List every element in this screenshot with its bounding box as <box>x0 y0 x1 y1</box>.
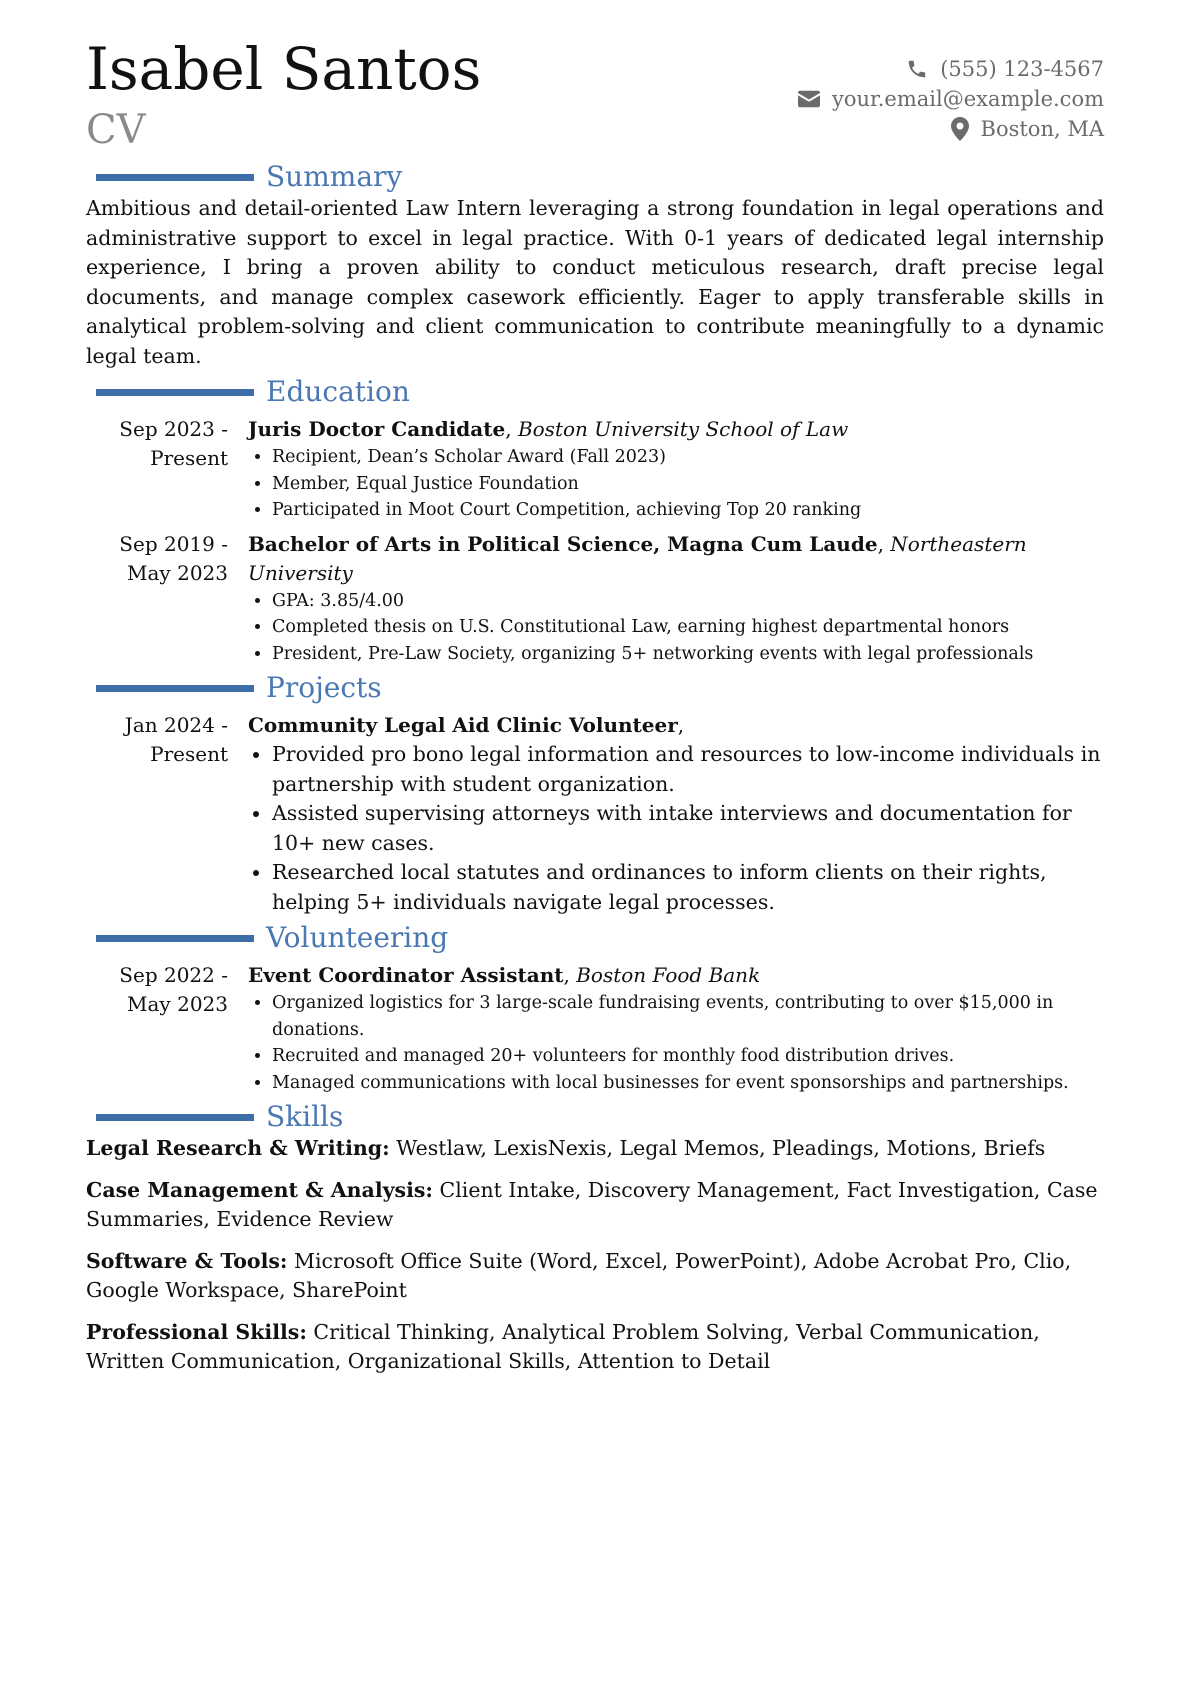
entry-title: Event Coordinator Assistant, Boston Food Bank <box>248 963 761 987</box>
contact-location <box>798 114 1104 144</box>
list-item: • Provided pro bono legal information and resources to low-income individuals in partnership with student organization. <box>272 740 1104 799</box>
email-text[interactable]: your.email@example.com <box>831 87 1104 111</box>
contact-email <box>798 84 1104 114</box>
entry-bullets <box>248 990 1104 1096</box>
list-item: • Recipient, Dean’s Scholar Award (Fall 2023) <box>272 444 1104 471</box>
skill-label: Professional Skills: <box>86 1319 307 1344</box>
contact-info <box>798 54 1104 144</box>
skill-value: Critical Thinking, Analytical Problem Solving, Verbal Communication, Written Communication, Organizational Skills, Attention to Detail <box>86 1319 1040 1373</box>
education-heading <box>86 375 1104 409</box>
list-item: • Managed communications with local businesses for event sponsorships and partnerships. <box>272 1070 1104 1097</box>
volunteering-heading <box>86 921 1104 955</box>
contact-phone <box>798 54 1104 84</box>
list-item: • Recruited and managed 20+ volunteers for monthly food distribution drives. <box>272 1043 1104 1070</box>
role: Event Coordinator Assistant <box>248 963 564 987</box>
list-item: • GPA: 3.85/4.00 <box>272 588 1104 615</box>
section-title: Volunteering <box>266 921 449 954</box>
section-title: Summary <box>266 160 403 193</box>
entry-date: Sep 2019 - May 2023 <box>119 531 228 585</box>
skill-value: Microsoft Office Suite (Word, Excel, PowerPoint), Adobe Acrobat Pro, Clio, Google Workspace, SharePoint <box>86 1248 1072 1302</box>
entry-bullets <box>248 444 1104 524</box>
entry-bullets <box>248 588 1104 668</box>
entry-title: Bachelor of Arts in Political Science, Magna Cum Laude, Northeastern University <box>248 531 1027 585</box>
entry-date: Jan 2024 - Present <box>124 713 228 766</box>
school: Boston University School of Law <box>517 417 849 441</box>
list-item: • Completed thesis on U.S. Constitutional Law, earning highest departmental honors <box>272 614 1104 641</box>
entry-date: Sep 2022 - May 2023 <box>119 963 228 1016</box>
candidate-name: Isabel Santos <box>86 35 482 103</box>
summary-text: Ambitious and detail-oriented Law Intern leveraging a strong foundation in legal operations and administrative support to excel in legal practice. With 0-1 years of dedicated legal internship experience, I bring a proven ability to conduct meticulous research, draft precise legal documents, and manage complex casework efficiently. Eager to apply transferable skills in analytical problem-solving and client communication to contribute meaningfully to a dynamic legal team. <box>86 196 1104 368</box>
entry-bullets <box>248 740 1104 917</box>
skill-row <box>86 1318 1104 1377</box>
summary-heading <box>86 160 1104 194</box>
skill-row <box>86 1176 1104 1235</box>
skill-value: Client Intake, Discovery Management, Fact Investigation, Case Summaries, Evidence Review <box>86 1177 1098 1231</box>
list-item: • Researched local statutes and ordinances to inform clients on their rights, helping 5+ individuals navigate legal processes. <box>272 858 1104 917</box>
organization: Boston Food Bank <box>576 963 761 987</box>
phone-text[interactable]: (555) 123-4567 <box>940 57 1104 81</box>
document-subtitle: CV <box>86 107 146 153</box>
degree: Juris Doctor Candidate <box>248 417 506 441</box>
map-pin-icon <box>951 117 969 141</box>
education-entry <box>86 530 1104 668</box>
entry-title: Community Legal Aid Clinic Volunteer, <box>248 713 685 737</box>
skill-row <box>86 1134 1104 1164</box>
projects-heading <box>86 671 1104 705</box>
section-bar <box>96 174 254 181</box>
section-title: Skills <box>266 1100 344 1133</box>
section-bar <box>96 1114 254 1121</box>
education-entry <box>86 415 1104 524</box>
skills-heading <box>86 1100 1104 1134</box>
location-text: Boston, MA <box>980 117 1104 141</box>
list-item: • Organized logistics for 3 large-scale fundraising events, contributing to over $15,000 in donations. <box>272 990 1104 1043</box>
list-item: • Participated in Moot Court Competition, achieving Top 20 ranking <box>272 497 1104 524</box>
section-bar <box>96 685 254 692</box>
section-title: Education <box>266 375 410 408</box>
skill-label: Software & Tools: <box>86 1248 288 1273</box>
project-entry <box>86 711 1104 917</box>
skill-label: Case Management & Analysis: <box>86 1177 433 1202</box>
school: Northeastern University <box>248 531 1027 585</box>
section-bar <box>96 935 254 942</box>
entry-date: Sep 2023 - Present <box>119 417 228 470</box>
header <box>86 0 1104 160</box>
section-title: Projects <box>266 671 382 704</box>
skill-label: Legal Research & Writing: <box>86 1136 390 1160</box>
list-item: • Assisted supervising attorneys with intake interviews and documentation for 10+ new cases. <box>272 799 1104 858</box>
section-bar <box>96 389 254 396</box>
project-name: Community Legal Aid Clinic Volunteer <box>248 713 678 737</box>
list-item: • President, Pre-Law Society, organizing 5+ networking events with legal professionals <box>272 641 1104 668</box>
entry-title: Juris Doctor Candidate, Boston University School of Law <box>248 417 849 441</box>
envelope-icon <box>798 90 820 108</box>
phone-icon <box>906 58 928 80</box>
skill-row <box>86 1247 1104 1306</box>
degree: Bachelor of Arts in Political Science, Magna Cum Laude <box>248 531 878 556</box>
list-item: • Member, Equal Justice Foundation <box>272 471 1104 498</box>
volunteering-entry <box>86 961 1104 1096</box>
skill-value: Westlaw, LexisNexis, Legal Memos, Pleadings, Motions, Briefs <box>396 1136 1046 1160</box>
